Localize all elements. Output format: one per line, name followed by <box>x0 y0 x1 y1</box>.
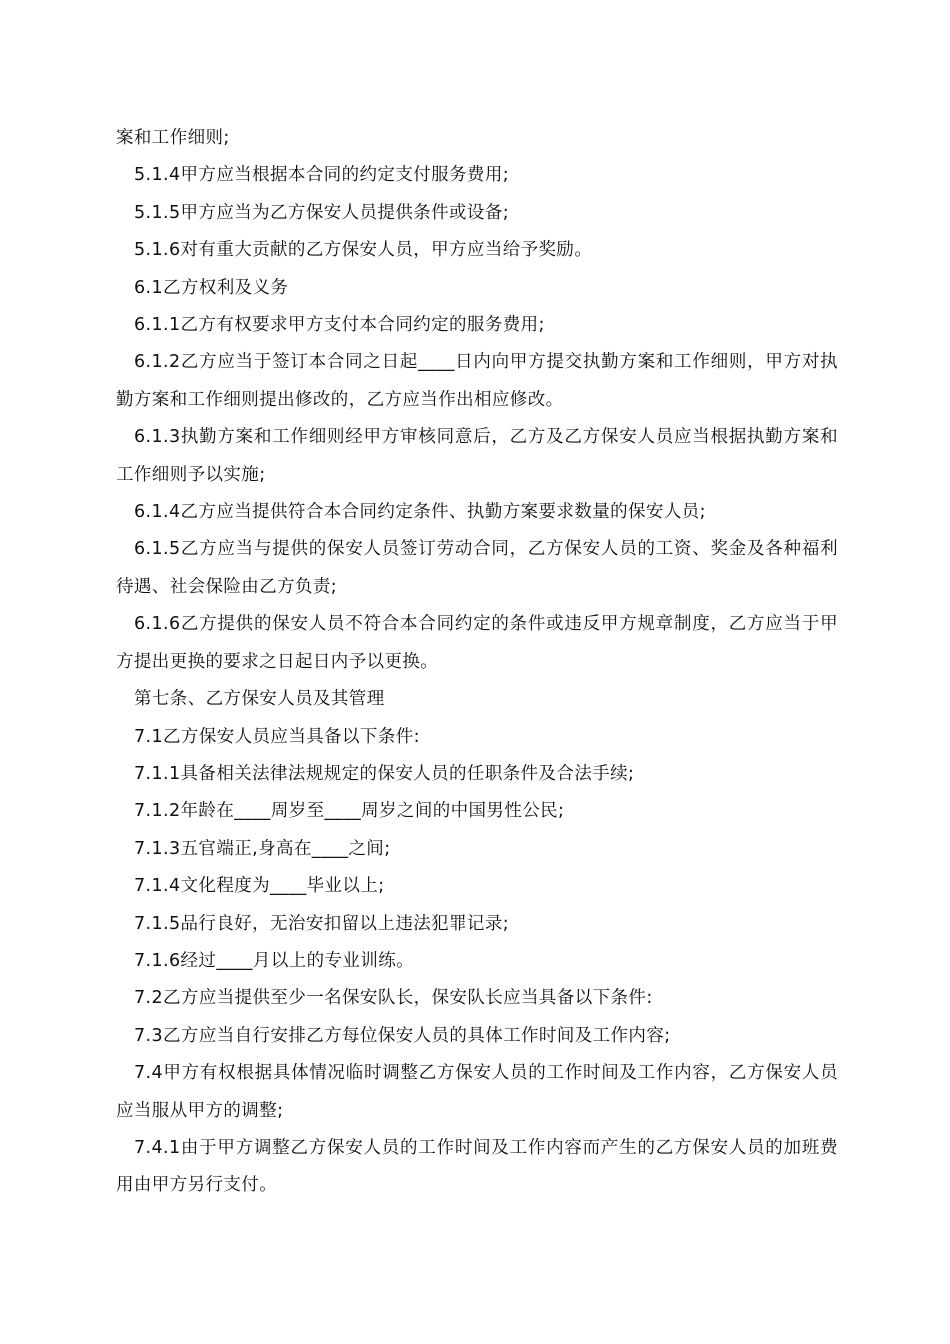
clause-7-1-1: 7.1.1具备相关法律法规规定的保安人员的任职条件及合法手续; <box>134 763 635 784</box>
clause-5-1-4: 5.1.4甲方应当根据本合同的约定支付服务费用; <box>134 165 510 186</box>
clause-6-1-2: 6.1.2乙方应当于签订本合同之日起____日内向甲方提交执勤方案和工作细则，甲方对执勤方案和工作细则提出修改的，乙方应当作出相应修改。 <box>116 352 838 410</box>
clause-6-1-5: 6.1.5乙方应当与提供的保安人员签订劳动合同，乙方保安人员的工资、奖金及各种福利待遇、社会保险由乙方负责; <box>116 539 838 597</box>
clause-7-1-2: 7.1.2年龄在____周岁至____周岁之间的中国男性公民; <box>134 801 565 822</box>
clause-6-1-1: 6.1.1乙方有权要求甲方支付本合同约定的服务费用; <box>134 315 545 336</box>
article-7-heading: 第七条、乙方保安人员及其管理 <box>134 689 385 710</box>
paragraph-continuation: 案和工作细则; <box>116 128 230 148</box>
clause-7-2: 7.2乙方应当提供至少一名保安队长，保安队长应当具备以下条件: <box>134 988 653 1009</box>
clause-6-1-3: 6.1.3执勤方案和工作细则经甲方审核同意后，乙方及乙方保安人员应当根据执勤方案和工作细则予以实施; <box>116 427 838 485</box>
clause-6-1-6: 6.1.6乙方提供的保安人员不符合本合同约定的条件或违反甲方规章制度，乙方应当于甲方提出更换的要求之日起日内予以更换。 <box>116 614 838 672</box>
clause-5-1-6: 5.1.6对有重大贡献的乙方保安人员，甲方应当给予奖励。 <box>134 240 593 261</box>
clause-7-4: 7.4甲方有权根据具体情况临时调整乙方保安人员的工作时间及工作内容，乙方保安人员应当服从甲方的调整; <box>116 1063 838 1121</box>
clause-6-1-4: 6.1.4乙方应当提供符合本合同约定条件、执勤方案要求数量的保安人员; <box>134 502 706 523</box>
clause-7-3: 7.3乙方应当自行安排乙方每位保安人员的具体工作时间及工作内容; <box>134 1025 671 1046</box>
clause-7-1: 7.1乙方保安人员应当具备以下条件: <box>134 726 420 747</box>
clause-7-1-5: 7.1.5品行良好，无治安扣留以上违法犯罪记录; <box>134 913 510 934</box>
section-6-1-heading: 6.1乙方权利及义务 <box>134 277 289 298</box>
clause-7-1-4: 7.1.4文化程度为____毕业以上; <box>134 876 385 897</box>
clause-7-4-1: 7.4.1由于甲方调整乙方保安人员的工作时间及工作内容而产生的乙方保安人员的加班费用由甲方另行支付。 <box>116 1137 838 1196</box>
clause-7-1-3: 7.1.3五官端正,身高在____之间; <box>134 838 391 859</box>
document-body <box>116 120 838 1205</box>
clause-7-1-6: 7.1.6经过____月以上的专业训练。 <box>134 950 415 971</box>
clause-5-1-5: 5.1.5甲方应当为乙方保安人员提供条件或设备; <box>134 202 510 223</box>
